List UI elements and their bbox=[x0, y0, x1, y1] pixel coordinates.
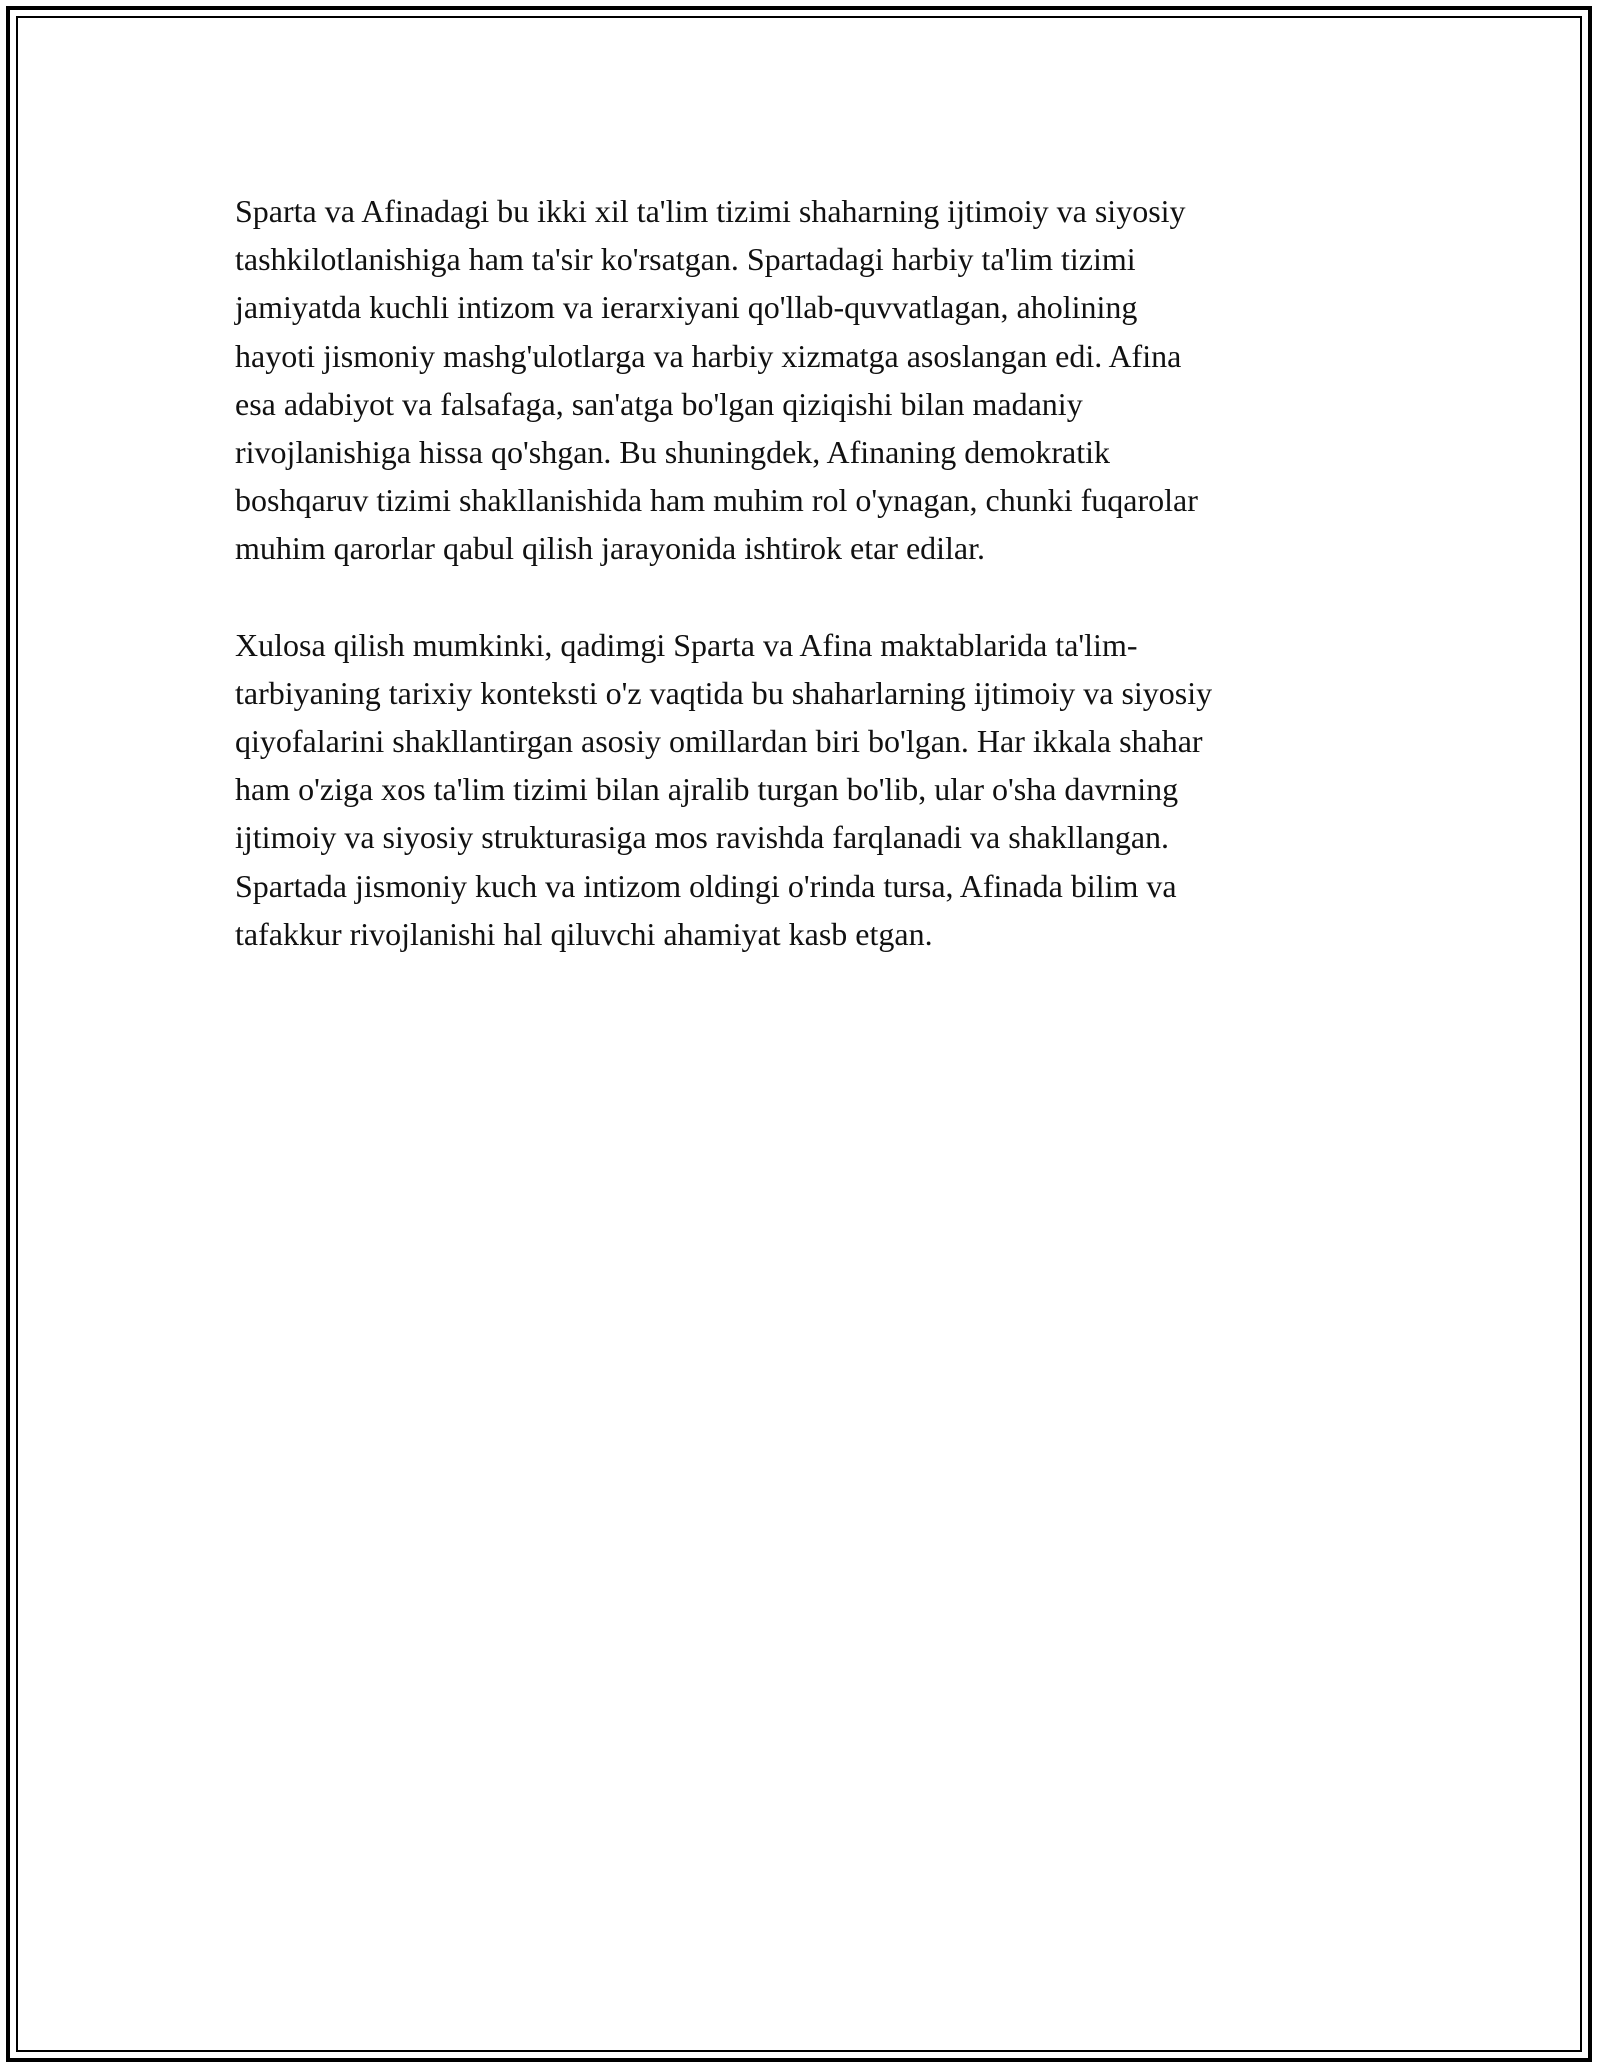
document-body bbox=[235, 187, 1375, 1006]
paragraph-2: Xulosa qilish mumkinki, qadimgi Sparta va Afina maktablarida ta'lim- tarbiyaning tarixiy konteksti o'z vaqtida bu shaharlarning ijtimoiy va siyosiy qiyofalarini shakllantirgan asosiy omillardan biri bo'lgan. Har ikkala shahar ham o'ziga xos ta'lim tizimi bilan ajralib turgan bo'lib, ular o'sha davrning ijtimoiy va siyosiy strukturasiga mos ravishda farqlanadi va shakllangan. Spartada jismoniy kuch va intizom oldingi o'rinda tursa, Afinada bilim va tafakkur rivojlanishi hal qiluvchi ahamiyat kasb etgan. bbox=[235, 626, 1213, 952]
paragraph-1: Sparta va Afinadagi bu ikki xil ta'lim tizimi shaharning ijtimoiy va siyosiy tashkilotlanishiga ham ta'sir ko'rsatgan. Spartadagi harbiy ta'lim tizimi jamiyatda kuchli intizom va ierarxiyani qo'llab-quvvatlagan, aholining hayoti jismoniy mashg'ulotlarga va harbiy xizmatga asoslangan edi. Afina esa adabiyot va falsafaga, san'atga bo'lgan qiziqishi bilan madaniy rivojlanishiga hissa qo'shgan. Bu shuningdek, Afinaning demokratik boshqaruv tizimi shakllanishida ham muhim rol o'ynagan, chunki fuqarolar muhim qarorlar qabul qilish jarayonida ishtirok etar edilar. bbox=[235, 193, 1198, 567]
